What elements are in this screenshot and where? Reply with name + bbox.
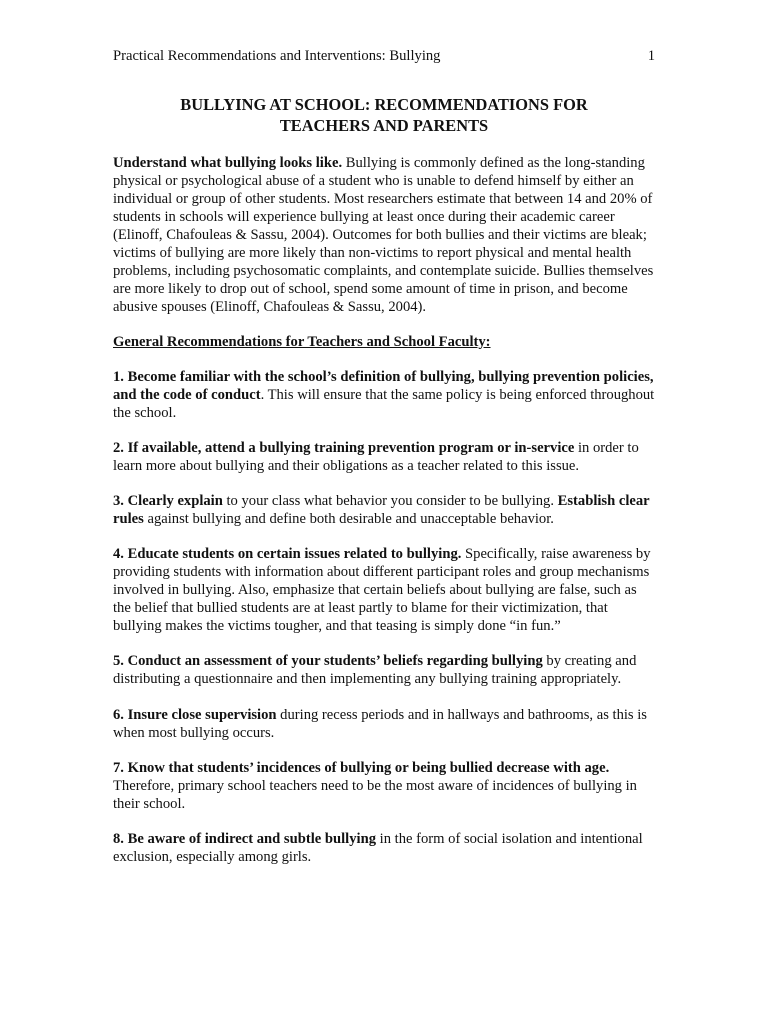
- recommendation-text-2: against bullying and define both desirable and unacceptable behavior.: [143, 511, 554, 527]
- recommendation-text: . This will ensure that the same policy is being enforced throughout the school.: [113, 387, 655, 421]
- recommendation-lead-2: Establish clear rules: [113, 493, 650, 527]
- recommendation-lead: 5. Conduct an assessment of your students’ beliefs regarding bullying: [113, 653, 543, 669]
- recommendation-item-4: [113, 545, 658, 635]
- recommendation-text: Therefore, primary school teachers need to be the most aware of incidences of bullying in their school.: [113, 778, 637, 812]
- page-number: 1: [647, 48, 655, 64]
- recommendation-item-2: [113, 439, 658, 475]
- section-heading-text: General Recommendations for Teachers and School Faculty:: [113, 334, 491, 350]
- recommendation-text: during recess periods and in hallways and bathrooms, as this is when most bullying occurs.: [113, 707, 647, 741]
- recommendation-lead: 3. Clearly explain: [113, 493, 223, 509]
- recommendation-text: Specifically, raise awareness by providing students with information about different participant roles and group mechanisms involved in bullying. Also, emphasize that certain beliefs about bullying are false, such as the belief that bullied students are at least partly to blame for their victimization, that bullying makes the victims tougher, and that teasing is simply done “in fun.”: [113, 546, 651, 634]
- recommendation-lead: 2. If available, attend a bullying training prevention program or in-service: [113, 440, 575, 456]
- recommendation-lead: 4. Educate students on certain issues related to bullying.: [113, 546, 462, 562]
- intro-paragraph: [113, 154, 658, 316]
- recommendation-lead: 8. Be aware of indirect and subtle bullying: [113, 831, 376, 847]
- recommendation-item-7: [113, 759, 658, 813]
- intro-text: Bullying is commonly defined as the long-standing physical or psychological abuse of a student who is unable to defend himself by either an individual or group of other students. Most researchers estimate that between 14 and 20% of students in schools will experience bullying at least once during their academic career (Elinoff, Chafouleas & Sassu, 2004). Outcomes for both bullies and their victims are bleak; victims of bullying are more likely than non-victims to report physical and mental health problems, including psychosomatic complaints, and contemplate suicide. Bullies themselves are more likely to drop out of school, spend some amount of time in prison, and become abusive spouses (Elinoff, Chafouleas & Sassu, 2004).: [113, 155, 654, 315]
- recommendation-text: by creating and distributing a questionnaire and then implementing any bullying training appropriately.: [113, 653, 637, 687]
- recommendation-item-8: [113, 830, 658, 866]
- document-title-line-1: BULLYING AT SCHOOL: RECOMMENDATIONS FOR: [180, 95, 588, 114]
- recommendation-lead: 7. Know that students’ incidences of bullying or being bullied decrease with age.: [113, 760, 610, 776]
- recommendation-item-6: [113, 706, 658, 742]
- recommendation-item-5: [113, 652, 658, 688]
- recommendation-lead: 6. Insure close supervision: [113, 707, 277, 723]
- recommendation-text: in order to learn more about bullying and their obligations as a teacher related to this issue.: [113, 440, 639, 474]
- recommendation-item-1: [113, 368, 658, 422]
- document-title: [113, 94, 655, 136]
- document-title-line-2: TEACHERS AND PARENTS: [279, 116, 489, 135]
- section-heading: [113, 333, 658, 351]
- recommendation-text: to your class what behavior you consider to be bullying.: [222, 493, 558, 509]
- running-head-title: Practical Recommendations and Interventions: Bullying: [113, 48, 441, 64]
- recommendation-item-3: [113, 492, 658, 528]
- intro-lead: Understand what bullying looks like.: [113, 155, 343, 171]
- document-body: [113, 154, 658, 883]
- recommendation-text: in the form of social isolation and intentional exclusion, especially among girls.: [113, 831, 643, 865]
- recommendation-lead: 1. Become familiar with the school’s definition of bullying, bullying prevention policies, and the code of conduct: [113, 369, 654, 403]
